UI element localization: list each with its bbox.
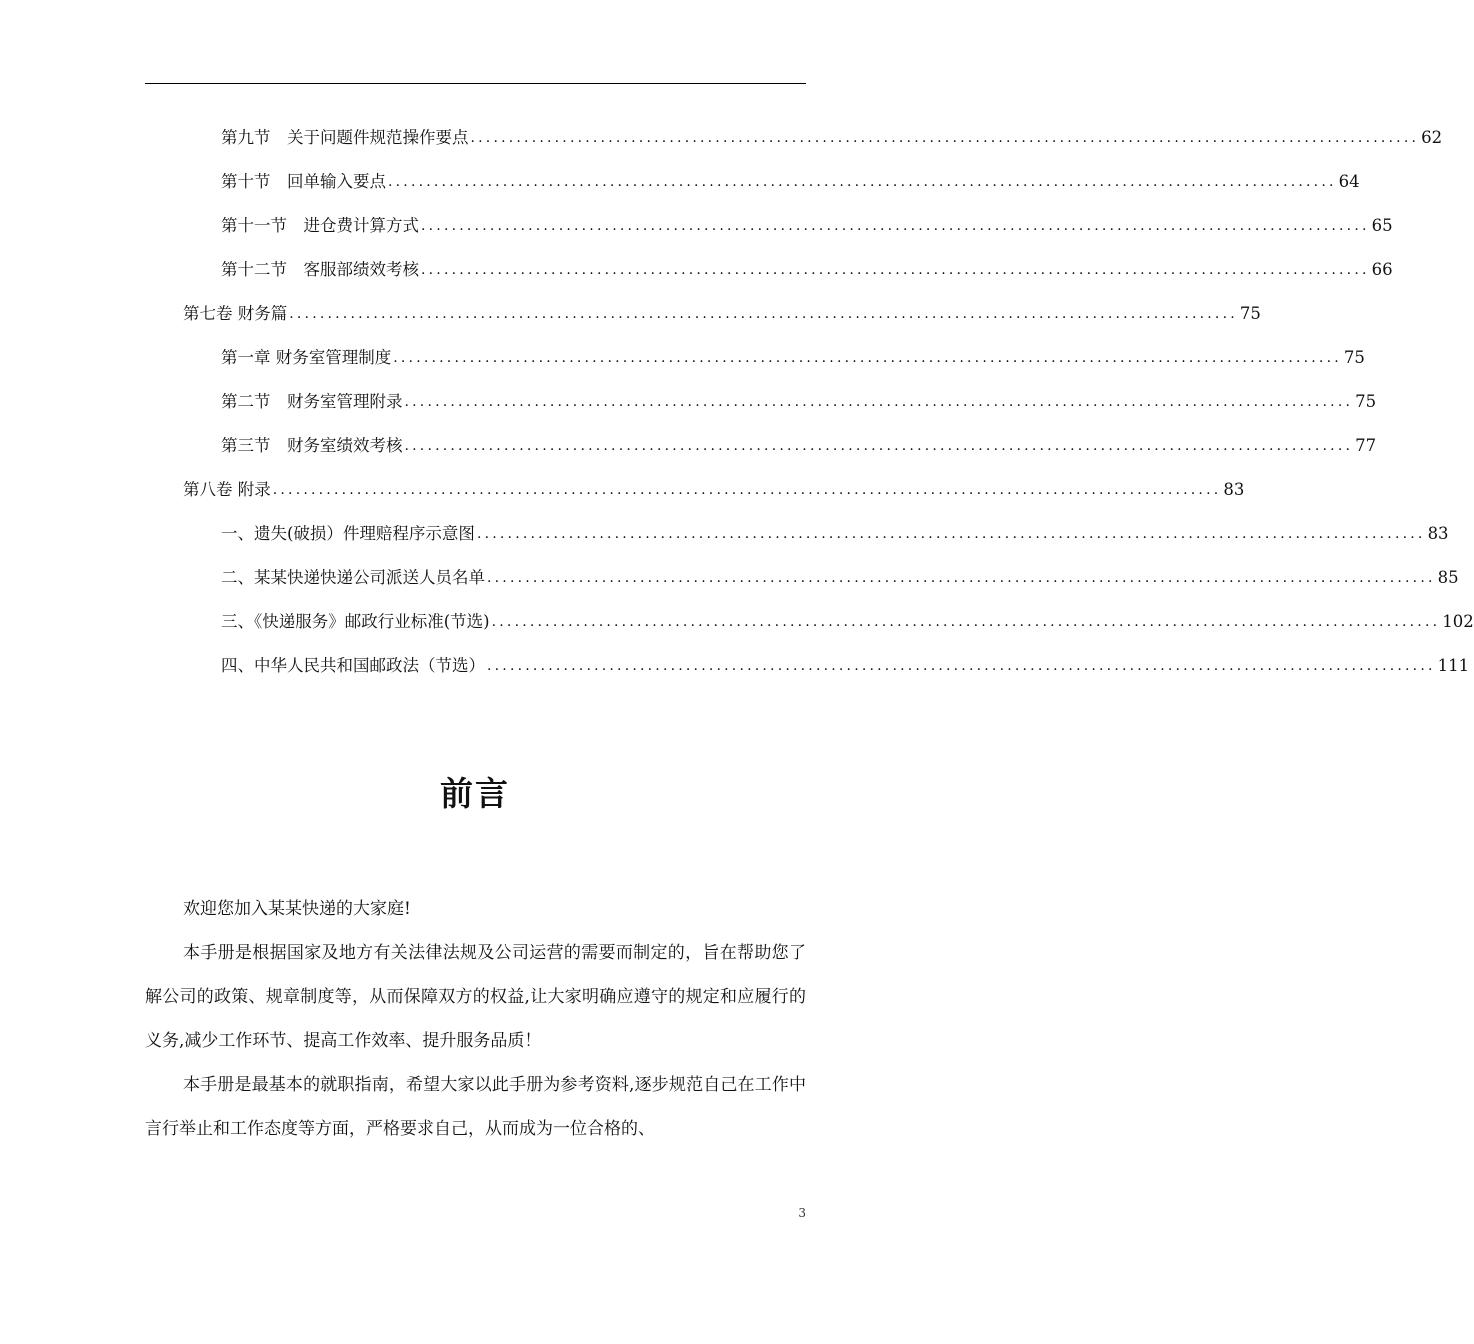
toc-entry-label: 第八卷 附录 [183, 480, 271, 499]
toc-entry-page: 77 [1355, 436, 1377, 455]
toc-entry[interactable] [183, 468, 1245, 512]
toc-entry-label: 第九节 关于问题件规范操作要点 [221, 128, 469, 147]
toc-entry-label: 第十一节 进仓费计算方式 [221, 216, 419, 235]
toc-entry[interactable] [221, 512, 1449, 556]
toc-leader-dots: ............................................................................................................................ [404, 394, 1354, 410]
toc-entry-label: 四、中华人民共和国邮政法（节选） [221, 656, 485, 675]
toc-entry[interactable] [183, 292, 1261, 336]
toc-leader-dots: ............................................................................................................................ [487, 658, 1436, 674]
preface-paragraph: 本手册是根据国家及地方有关法律法规及公司运营的需要而制定的，旨在帮助您了解公司的政策、规章制度等，从而保障双方的权益,让大家明确应遵守的规定和应履行的义务,减少工作环节、提高工作效率、提升服务品质！ [145, 943, 806, 1051]
toc-entry[interactable] [221, 644, 1470, 688]
toc-entry-page: 83 [1223, 480, 1245, 499]
toc-entry-label: 第七卷 财务篇 [183, 304, 288, 323]
toc-entry-label: 第十二节 客服部绩效考核 [221, 260, 419, 279]
toc-leader-dots: ............................................................................................................................ [421, 218, 1370, 234]
toc-entry-page: 75 [1343, 348, 1365, 367]
preface-paragraph: 本手册是最基本的就职指南，希望大家以此手册为参考资料,逐步规范自己在工作中言行举止和工作态度等方面，严格要求自己，从而成为一位合格的、 [145, 1075, 806, 1139]
toc-entry-label: 二、某某快递快递公司派送人员名单 [221, 568, 485, 587]
toc-entry[interactable] [221, 424, 1377, 468]
toc-entry[interactable] [221, 556, 1459, 600]
preface-title: 前言 [440, 774, 510, 813]
toc-entry[interactable] [221, 160, 1360, 204]
toc-entry-page: 85 [1437, 568, 1459, 587]
toc-leader-dots: ............................................................................................................................ [289, 306, 1238, 322]
toc-entry[interactable] [221, 336, 1365, 380]
toc-leader-dots: ............................................................................................................................ [272, 482, 1222, 498]
toc-leader-dots: ............................................................................................................................ [491, 614, 1441, 630]
preface-body [145, 887, 806, 1151]
toc-entry-page: 64 [1338, 172, 1360, 191]
page-number: 3 [798, 1206, 806, 1220]
toc-entry-page: 66 [1371, 260, 1393, 279]
toc-entry-label: 第二节 财务室管理附录 [221, 392, 403, 411]
toc-leader-dots: ............................................................................................................................ [487, 570, 1436, 586]
toc-entry-page: 75 [1239, 304, 1261, 323]
toc-leader-dots: ............................................................................................................................ [470, 130, 1420, 146]
toc-entry-label: 三、《快递服务》邮政行业标准(节选) [221, 612, 490, 631]
toc-entry-page: 65 [1371, 216, 1393, 235]
toc-entry[interactable] [221, 248, 1393, 292]
toc-entry-label: 第一章 财务室管理制度 [221, 348, 392, 367]
toc-entry[interactable] [221, 600, 1474, 644]
preface-paragraph: 欢迎您加入某某快递的大家庭! [183, 899, 411, 919]
toc-entry-page: 111 [1437, 656, 1470, 675]
toc-entry-page: 102 [1442, 612, 1474, 631]
toc-entry-page: 83 [1427, 524, 1449, 543]
toc-entry-label: 一、遗失(破损）件理赔程序示意图 [221, 524, 475, 543]
toc-entry-label: 第三节 财务室绩效考核 [221, 436, 403, 455]
toc-entry-page: 62 [1421, 128, 1443, 147]
header-rule [145, 83, 806, 84]
toc-entry[interactable] [221, 380, 1377, 424]
toc-entry[interactable] [221, 204, 1393, 248]
toc-leader-dots: ............................................................................................................................ [388, 174, 1337, 190]
toc-leader-dots: ............................................................................................................................ [476, 526, 1426, 542]
toc-entry[interactable] [221, 116, 1443, 160]
toc-entry-label: 第十节 回单输入要点 [221, 172, 386, 191]
toc-leader-dots: ............................................................................................................................ [393, 350, 1342, 366]
toc-leader-dots: ............................................................................................................................ [421, 262, 1370, 278]
toc-entry-page: 75 [1355, 392, 1377, 411]
toc-leader-dots: ............................................................................................................................ [404, 438, 1354, 454]
